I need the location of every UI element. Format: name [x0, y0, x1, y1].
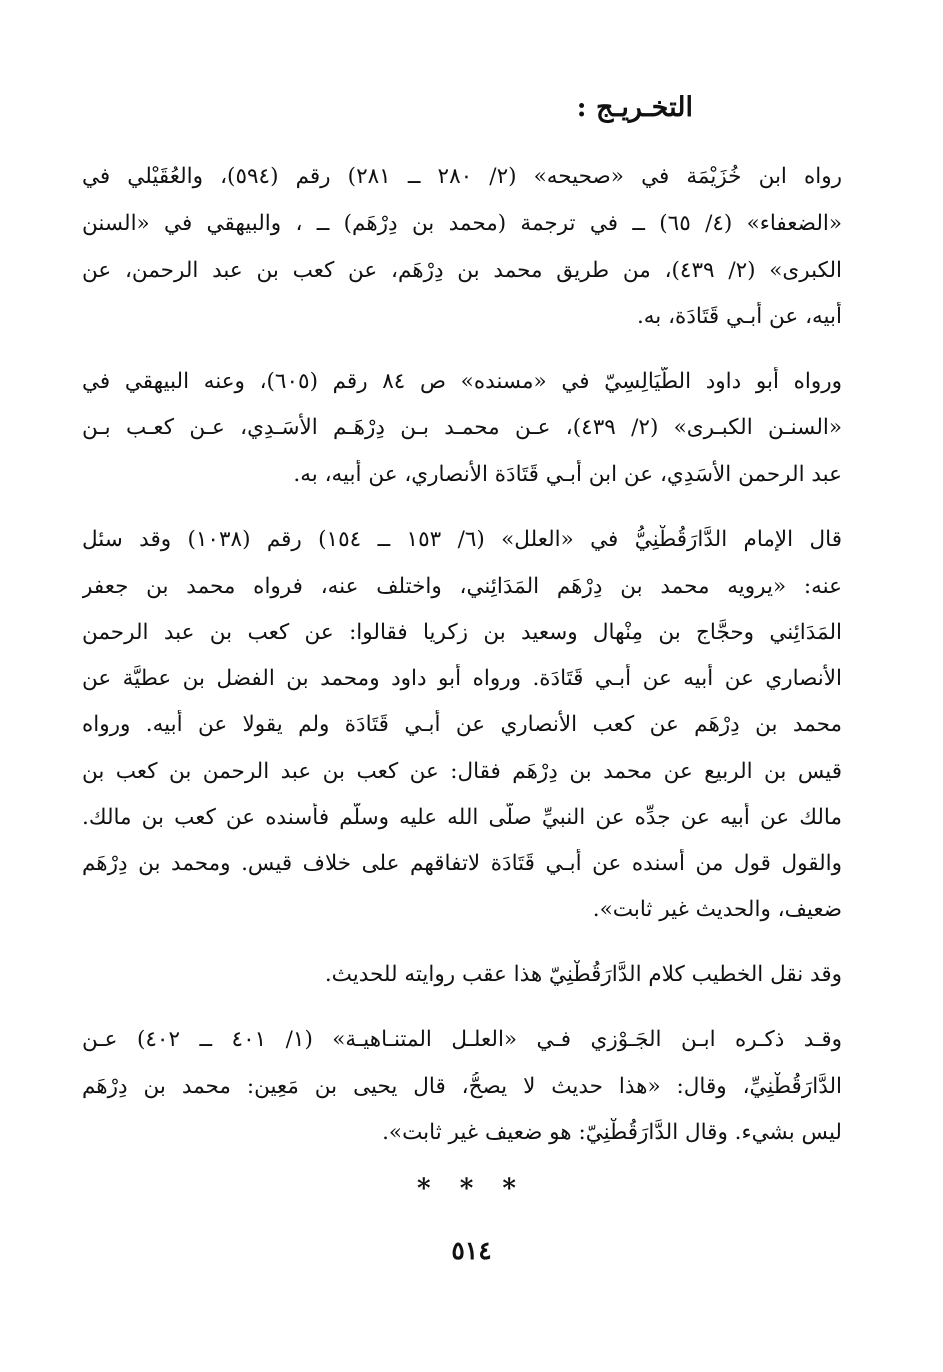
text-line: محمد بن دِرْهَم عن كعب الأنصاري عن أبـي قَتَادَة ولم يقولا عن أبيه. ورواه: [82, 712, 842, 737]
text-line: ليس بشيء. وقال الدَّارَقُطْنِيّ: هو ضعيف غير ثابت».: [382, 1120, 842, 1145]
text-line: المَدَائِني وحجَّاج بن مِنْهال وسعيد بن زكريا فقالوا: عن كعب بن عبد الرحمن: [82, 620, 842, 645]
text-line: الكبرى» (٢/ ٤٣٩)، من طريق محمد بن دِرْهَم، عن كعب بن عبد الرحمن، عن: [82, 258, 842, 283]
text-line: قال الإمام الدَّارَقُطْنِيُّ في «العلل» (٦/ ١٥٣ ــ ١٥٤) رقم (١٠٣٨) وقد سئل: [82, 527, 842, 552]
text-line: عنه: «يرويه محمد بن دِرْهَم المَدَائِني، واختلف عنه، فرواه محمد بن جعفر: [82, 574, 842, 599]
text-line: أبيه، عن أبـي قَتَادَة، به.: [636, 304, 842, 329]
text-line: «الضعفاء» (٤/ ٦٥) ــ في ترجمة (محمد بن دِرْهَم) ــ ، والبيهقي في «السنن: [82, 211, 842, 236]
text-line: رواه ابن خُزَيْمَة في «صحيحه» (٢/ ٢٨٠ ــ ٢٨١) رقم (٥٩٤)، والعُقَيْلي في: [82, 164, 842, 189]
text-line: الأنصاري عن أبيه عن أبـي قَتَادَة. ورواه أبو داود ومحمد بن الفضل بن عطيَّة عن: [82, 666, 842, 691]
page-number: ٥١٤: [451, 1236, 492, 1265]
text-line: عبد الرحمن الأَسَدِي، عن ابن أبـي قَتَادَة الأنصاري، عن أبيه، به.: [293, 462, 842, 487]
section-separator: * * *: [417, 1174, 526, 1204]
text-line: قيس بن الربيع عن محمد بن دِرْهَم فقال: عن كعب بن عبد الرحمن بن كعب بن: [82, 759, 842, 784]
text-line: وقـد ذكـره ابـن الجَـوْزي فـي «العلـل المتنـاهيـة» (١/ ٤٠١ ــ ٤٠٢) عـن: [82, 1027, 842, 1052]
text-line: «السنـن الكبـرى» (٢/ ٤٣٩)، عـن محمـد بـن دِرْهَـم الأَسَـدِي، عـن كعـب بـن: [82, 415, 842, 440]
text-line: والقول قول من أسنده عن أبـي قَتَادَة لاتفاقهم على خلاف قيس. ومحمد بن دِرْهَم: [82, 851, 842, 876]
text-line: الدَّارَقُطْنِيِّ، وقال: «هذا حديث لا يصحُّ، قال يحيى بن مَعِين: محمد بن دِرْهَم: [82, 1074, 842, 1099]
section-heading: التخـريـج :: [576, 92, 693, 123]
text-line: مالك عن أبيه عن جدِّه عن النبيِّ صلَّى الله عليه وسلَّم فأسنده عن كعب بن مالك.: [82, 805, 842, 830]
text-line: وقد نقل الخطيب كلام الدَّارَقُطْنِيّ هذا عقب روايته للحديث.: [324, 962, 842, 987]
text-line: ضعيف، والحديث غير ثابت».: [592, 897, 842, 922]
text-line: ورواه أبو داود الطَّيَالِسِيّ في «مسنده» ص ٨٤ رقم (٦٠٥)، وعنه البيهقي في: [82, 369, 842, 394]
